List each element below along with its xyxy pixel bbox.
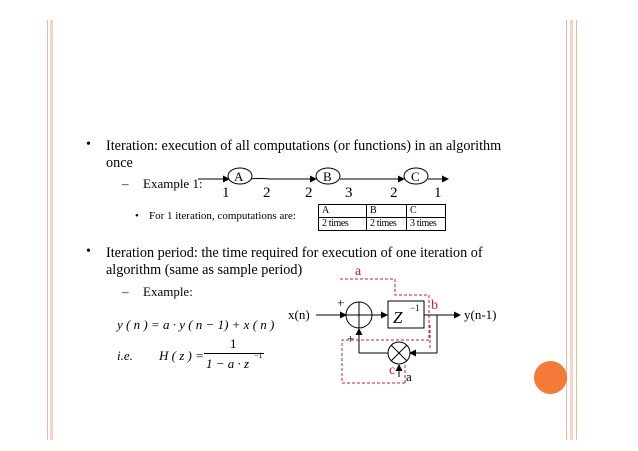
- dfg-node-a: A: [234, 169, 244, 184]
- accent-dot: [534, 361, 567, 394]
- example-1-label: Example 1:: [143, 176, 203, 191]
- dfg-node-c: C: [411, 169, 420, 184]
- cut-label-a: a: [355, 265, 362, 279]
- cut-label-c: c: [389, 363, 396, 378]
- dfg-node-b: B: [323, 169, 332, 184]
- right-rule-2: [576, 20, 577, 440]
- bullet-1-line-2: once: [106, 155, 133, 171]
- dfg-time-3: 2: [305, 185, 313, 200]
- right-band: [570, 20, 573, 440]
- table-count-c: 3 times: [407, 218, 446, 231]
- dfg-diagram: [190, 166, 460, 200]
- transfer-numerator: 1: [230, 336, 237, 351]
- input-label: x(n): [288, 307, 310, 322]
- bullet-dot-2: •: [86, 244, 91, 259]
- delay-label: Z: [393, 308, 403, 327]
- output-label: y(n-1): [464, 307, 497, 322]
- block-diagram: [280, 265, 520, 390]
- bullet-1-line-1: Iteration: execution of all computations (or functions) in an algorithm: [106, 138, 502, 154]
- delay-exponent: −1: [410, 303, 420, 313]
- left-band: [50, 20, 53, 440]
- dfg-time-4: 3: [345, 185, 353, 200]
- example-2-label: Example:: [143, 284, 193, 299]
- example-1-dash: –: [122, 176, 129, 191]
- difference-equation: y ( n ) = a · y ( n − 1) + x ( n ): [117, 317, 275, 332]
- bullet-2-line-2: algorithm (same as sample period): [106, 262, 303, 278]
- transfer-exponent: −1: [254, 351, 263, 360]
- ie-label: i.e.: [117, 348, 133, 363]
- table-count-a: 2 times: [319, 218, 367, 231]
- bullet-2-line-1: Iteration period: the time required for execution of one iteration of: [106, 245, 483, 261]
- table-header-a: A: [319, 205, 367, 218]
- dfg-time-6: 1: [434, 185, 442, 200]
- coef-label: a: [406, 369, 412, 384]
- transfer-denominator: 1 − a · z: [206, 356, 250, 371]
- left-rule: [47, 20, 48, 440]
- cut-label-b: b: [431, 298, 438, 313]
- transfer-lhs: H ( z ) =: [159, 348, 204, 363]
- example-2-dash: –: [122, 284, 129, 299]
- dfg-time-2: 2: [263, 185, 271, 200]
- plus-top: +: [337, 295, 345, 310]
- table-header-b: B: [367, 205, 407, 218]
- table-count-b: 2 times: [367, 218, 407, 231]
- table-header-c: C: [407, 205, 446, 218]
- dfg-time-5: 2: [390, 185, 398, 200]
- bullet-dot-1: •: [86, 137, 91, 152]
- sub-bullet-dot: •: [135, 210, 139, 222]
- computation-table: [318, 204, 446, 231]
- sub-bullet-text: For 1 iteration, computations are:: [149, 210, 296, 222]
- plus-bottom: +: [347, 331, 355, 346]
- dfg-time-1: 1: [222, 185, 230, 200]
